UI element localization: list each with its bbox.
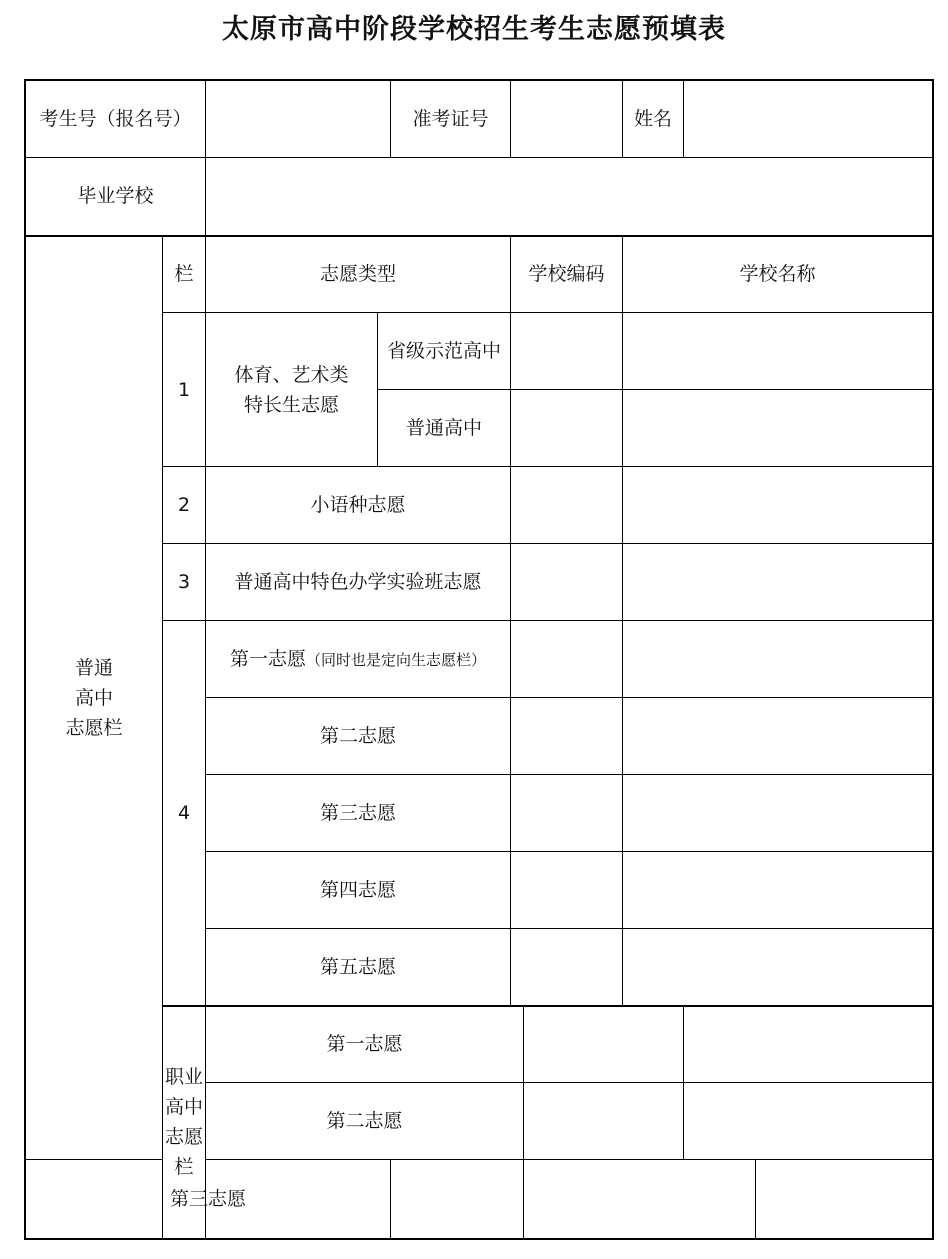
school-name-cell[interactable] <box>623 544 933 621</box>
experimental-class-label: 普通高中特色办学实验班志愿 <box>206 544 511 621</box>
school-name-cell[interactable] <box>623 698 933 775</box>
minor-language-label: 小语种志愿 <box>206 467 511 544</box>
ticket-number-label: 准考证号 <box>391 81 511 158</box>
general-high-school-section-label <box>26 236 163 1160</box>
school-code-cell[interactable] <box>511 852 623 929</box>
column-header-school-name: 学校名称 <box>623 236 933 313</box>
application-form-table <box>25 80 933 1239</box>
school-code-cell[interactable] <box>524 1083 684 1160</box>
directed-student-note: （同时也是定向生志愿栏） <box>306 650 487 669</box>
school-name-cell[interactable] <box>623 775 933 852</box>
column-header-code: 学校编码 <box>511 236 623 313</box>
school-name-cell[interactable] <box>623 621 933 698</box>
form-title: 太原市高中阶段学校招生考生志愿预填表 <box>222 14 726 45</box>
vocational-label-line1: 职业高中 <box>165 1066 204 1119</box>
name-field[interactable] <box>684 81 933 158</box>
school-code-cell[interactable] <box>511 544 623 621</box>
first-choice-label: 第一志愿（同时也是定向生志愿栏） <box>206 621 511 698</box>
exam-id-label: 考生号（报名号） <box>26 81 206 158</box>
fourth-choice-label: 第四志愿 <box>206 852 511 929</box>
school-name-cell[interactable] <box>623 390 933 467</box>
sports-art-type-label: 体育、艺术类 特长生志愿 <box>206 313 378 467</box>
school-name-cell[interactable] <box>623 313 933 390</box>
column-header-type: 志愿类型 <box>206 236 511 313</box>
general-label-line3: 志愿栏 <box>65 716 123 739</box>
school-code-cell[interactable] <box>511 698 623 775</box>
general-label-line1: 普通 <box>74 656 113 679</box>
third-choice-label: 第三志愿 <box>206 775 511 852</box>
school-code-cell[interactable] <box>511 313 623 390</box>
vocational-second-choice-label: 第二志愿 <box>206 1083 524 1160</box>
graduation-school-label: 毕业学校 <box>26 158 206 236</box>
vocational-first-choice-label: 第一志愿 <box>206 1006 524 1083</box>
school-code-cell[interactable] <box>511 775 623 852</box>
vocational-third-choice-label: 第三志愿 <box>26 1160 391 1239</box>
provincial-model-high-school-label: 省级示范高中 <box>378 313 511 390</box>
school-name-cell[interactable] <box>684 1006 933 1083</box>
exam-id-field[interactable] <box>206 81 391 158</box>
school-name-cell[interactable] <box>623 467 933 544</box>
row-number-4: 4 <box>163 621 206 1006</box>
school-code-cell[interactable] <box>511 467 623 544</box>
school-name-cell[interactable] <box>524 1160 756 1239</box>
row-number-3: 3 <box>163 544 206 621</box>
school-code-cell[interactable] <box>391 1160 524 1239</box>
fifth-choice-label: 第五志愿 <box>206 929 511 1006</box>
school-code-cell[interactable] <box>511 929 623 1006</box>
row-number-1: 1 <box>163 313 206 467</box>
school-code-cell[interactable] <box>511 390 623 467</box>
school-code-cell[interactable] <box>511 621 623 698</box>
graduation-school-field[interactable] <box>206 158 933 236</box>
row-number-2: 2 <box>163 467 206 544</box>
name-label: 姓名 <box>623 81 684 158</box>
school-name-cell[interactable] <box>684 1083 933 1160</box>
vocational-label-line2: 志愿栏 <box>165 1126 204 1179</box>
school-name-cell[interactable] <box>623 929 933 1006</box>
second-choice-label: 第二志愿 <box>206 698 511 775</box>
general-label-line2: 高中 <box>74 686 113 709</box>
ticket-number-field[interactable] <box>511 81 623 158</box>
ordinary-high-school-label: 普通高中 <box>378 390 511 467</box>
school-code-cell[interactable] <box>524 1006 684 1083</box>
column-header-lan: 栏 <box>163 236 206 313</box>
school-name-cell[interactable] <box>623 852 933 929</box>
